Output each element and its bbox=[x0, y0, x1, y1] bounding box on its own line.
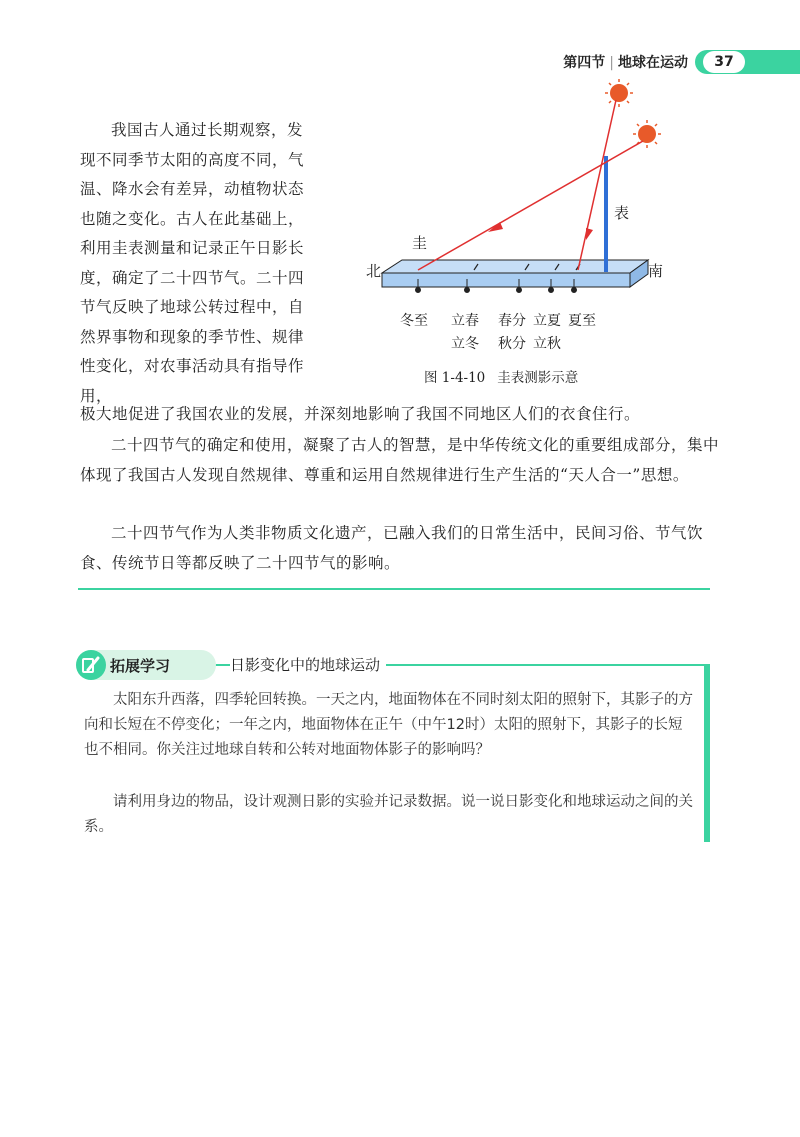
paragraph-2: 二十四节气的确定和使用，凝聚了古人的智慧，是中华传统文化的重要组成部分，集中体现了我国古人发现自然规律、尊重和运用自然规律进行生产生活的“天人合一”思想。 bbox=[80, 436, 720, 484]
extension-badge bbox=[76, 650, 216, 680]
page-header bbox=[0, 50, 800, 74]
header-separator: | bbox=[609, 55, 614, 71]
paragraph-3: 二十四节气作为人类非物质文化遗产，已融入我们的日常生活中，民间习俗、节气饮食、传统节日等都反映了二十四节气的影响。 bbox=[80, 524, 704, 572]
extension-paragraph-1: 太阳东升西落，四季轮回转换。一天之内，地面物体在不同时刻太阳的照射下，其影子的方向和长短在不停变化；一年之内，地面物体在正午（中午12时）太阳的照射下，其影子的长短也不相同。你关注过地球自转和公转对地面物体影子的影响吗？ bbox=[84, 692, 693, 758]
gui-board-front bbox=[382, 273, 630, 287]
page-number: 37 bbox=[703, 51, 745, 73]
sun-icon bbox=[605, 79, 633, 107]
paragraph-1: 我国古人通过长期观察，发现不同季节太阳的高度不同，气温、降水会有差异，动植物状态也随之变化。古人在此基础上，利用圭表测量和记录正午日影长度，确定了二十四节气。二十四节气反映了地球公转过程中，自然界事物和现象的季节性、规律性变化，对农事活动具有指导作用， bbox=[80, 121, 305, 405]
label-gui: 圭 bbox=[412, 234, 428, 252]
extension-title: 日影变化中的地球运动 bbox=[230, 654, 386, 675]
section-title: 地球在运动 bbox=[618, 55, 688, 71]
label-north: 北 bbox=[366, 262, 382, 280]
running-head bbox=[520, 52, 688, 72]
paragraph-1-continued: 极大地促进了我国农业的发展，并深刻地影响了我国不同地区人们的衣食住行。 bbox=[80, 405, 641, 423]
section-number: 第四节 bbox=[563, 55, 606, 71]
gnomon-diagram bbox=[360, 78, 690, 398]
term-label: 秋分 bbox=[498, 336, 526, 352]
extension-box bbox=[78, 650, 710, 850]
term-label: 夏至 bbox=[568, 313, 596, 329]
extension-paragraph-2: 请利用身边的物品，设计观测日影的实验并记录数据。说一说日影变化和地球运动之间的关系。 bbox=[84, 794, 693, 835]
figure-caption bbox=[424, 366, 664, 386]
gnomon-figure bbox=[360, 78, 690, 398]
figure-number: 图 1-4-10 bbox=[424, 370, 486, 386]
section-divider bbox=[78, 588, 710, 590]
term-label: 春分 bbox=[498, 313, 526, 329]
label-biao: 表 bbox=[614, 204, 630, 222]
sun-ray-winter bbox=[418, 141, 643, 270]
term-label: 立春 bbox=[451, 313, 479, 329]
figure-title: 圭表测影示意 bbox=[497, 370, 579, 386]
sun-ray-summer bbox=[578, 100, 616, 270]
term-label: 立秋 bbox=[533, 336, 561, 352]
label-south: 南 bbox=[648, 262, 664, 280]
term-label: 冬至 bbox=[400, 313, 428, 329]
gui-board bbox=[382, 260, 648, 273]
extension-badge-label: 拓展学习 bbox=[110, 657, 171, 675]
pencil-book-icon bbox=[76, 650, 106, 680]
term-label: 立夏 bbox=[533, 313, 561, 329]
term-label: 立冬 bbox=[451, 336, 479, 352]
